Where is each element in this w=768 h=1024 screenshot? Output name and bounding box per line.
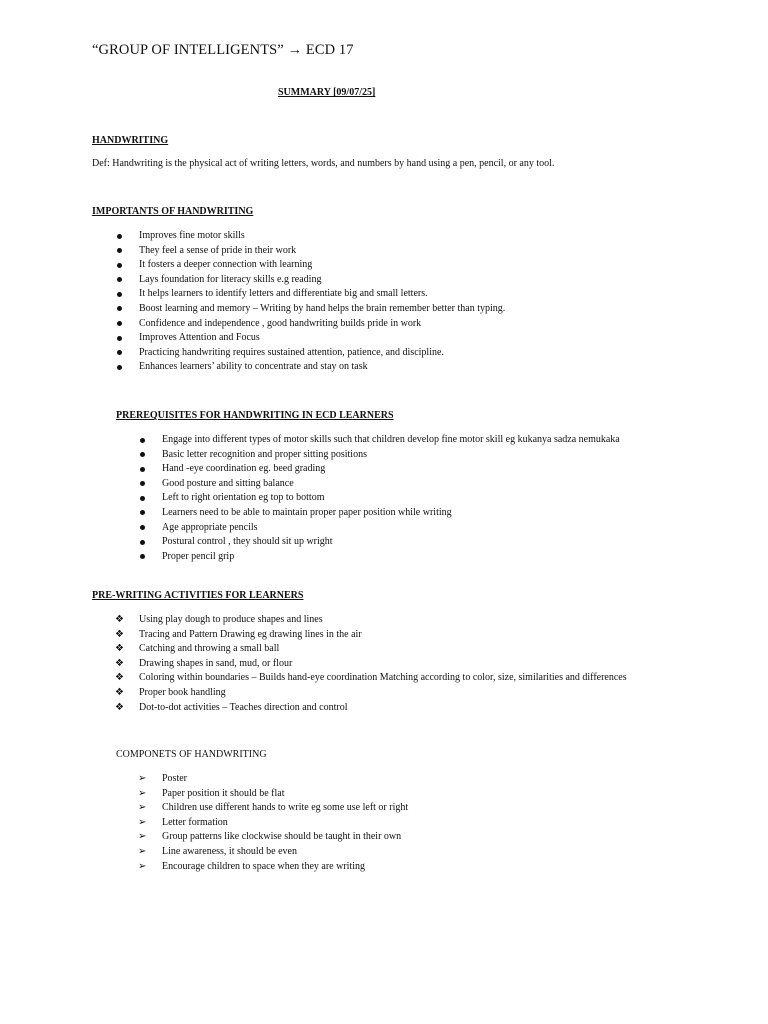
arrow-bullet-icon: ➢ [138, 831, 147, 843]
list-item-text: Catching and throwing a small ball [139, 643, 280, 655]
list-item-text: Lays foundation for literacy skills e.g reading [139, 273, 322, 285]
list-item [139, 360, 505, 375]
list-item [139, 229, 505, 244]
list-item [115, 642, 627, 657]
list-item-text: Encourage children to space when they are writing [162, 860, 365, 872]
list-item [162, 521, 620, 536]
bullet-dot-icon [117, 292, 122, 297]
list-item-text: Poster [162, 773, 187, 784]
list-item [162, 462, 620, 477]
bullet-dot-icon [140, 438, 145, 443]
bullet-dot-icon [140, 525, 145, 530]
list-item [139, 273, 505, 288]
list-item [115, 701, 627, 716]
diamond-bullet-icon: ❖ [115, 672, 124, 684]
list-item-text: Boost learning and memory – Writing by hand helps the brain remember better than typing. [139, 302, 506, 314]
bullet-dot-icon [140, 452, 145, 457]
bullet-dot-icon [117, 234, 122, 239]
list-item-text: Learners need to be able to maintain proper paper position while writing [162, 506, 452, 518]
list-item [162, 491, 620, 506]
list-item [138, 801, 409, 816]
diamond-bullet-icon: ❖ [115, 628, 124, 640]
list-item-text: Using play dough to produce shapes and lines [139, 614, 323, 625]
bullet-dot-icon [140, 467, 145, 472]
bullet-dot-icon [140, 496, 145, 501]
list-item-text: Proper book handling [139, 686, 226, 698]
components-list [138, 772, 409, 874]
list-item [115, 628, 627, 643]
arrow-bullet-icon: ➢ [138, 787, 147, 799]
list-item-text: Good posture and sitting balance [162, 477, 294, 489]
arrow-bullet-icon: ➢ [138, 860, 147, 872]
list-item [162, 433, 620, 448]
list-item-text: Paper position it should be flat [162, 787, 285, 799]
bullet-dot-icon [140, 510, 145, 515]
list-item [139, 244, 505, 259]
list-item [138, 860, 408, 875]
list-item-text: Hand -eye coordination eg. beed grading [162, 463, 326, 475]
prerequisites-list [162, 433, 620, 564]
list-item-text: They feel a sense of pride in their work [139, 244, 297, 256]
bullet-dot-icon [117, 306, 122, 311]
list-item [139, 302, 505, 317]
list-item [139, 346, 505, 361]
bullet-dot-icon [140, 554, 145, 559]
list-item-text: Line awareness, it should be even [162, 845, 297, 857]
bullet-dot-icon [117, 263, 122, 268]
list-item-text: Dot-to-dot activities – Teaches direction and control [139, 701, 348, 713]
diamond-bullet-icon: ❖ [115, 657, 124, 669]
list-item [138, 772, 408, 787]
prerequisites-heading: PREREQUISITES FOR HANDWRITING IN ECD LEARNERS [116, 410, 394, 421]
handwriting-heading: HANDWRITING [92, 135, 169, 146]
list-item-text: It fosters a deeper connection with learning [139, 259, 313, 271]
list-item [138, 787, 408, 802]
list-item [138, 816, 408, 831]
diamond-bullet-icon: ❖ [115, 686, 124, 698]
list-item [139, 317, 505, 332]
bullet-dot-icon [117, 336, 122, 341]
list-item [115, 686, 627, 701]
list-item-text: Tracing and Pattern Drawing eg drawing lines in the air [139, 628, 362, 640]
list-item [138, 845, 408, 860]
arrow-bullet-icon: ➢ [138, 773, 147, 784]
arrow-bullet-icon: ➢ [138, 802, 147, 814]
list-item [139, 331, 505, 346]
list-item-text: Improves Attention and Focus [139, 332, 260, 344]
list-item [162, 448, 620, 463]
list-item-text: Enhances learners’ ability to concentrate and stay on task [139, 361, 368, 373]
importance-heading: IMPORTANTS OF HANDWRITING [92, 206, 254, 217]
summary-title: SUMMARY [09/07/25] [278, 87, 376, 98]
list-item-text: Postural control , they should sit up wright [162, 536, 333, 548]
importance-list [139, 229, 505, 375]
bullet-dot-icon [117, 248, 122, 253]
bullet-dot-icon [117, 277, 122, 282]
list-item-text: Group patterns like clockwise should be taught in their own [162, 831, 402, 843]
diamond-bullet-icon: ❖ [115, 614, 124, 625]
list-item [115, 671, 627, 686]
list-item-text: Letter formation [162, 816, 228, 828]
handwriting-definition: Def: Handwriting is the physical act of writing letters, words, and numbers by hand using a pen, pencil, or any tool. [92, 158, 555, 169]
bullet-dot-icon [117, 321, 122, 326]
list-item-text: Engage into different types of motor skills such that children develop fine motor skill eg kukanya sadza nemukaka [162, 434, 620, 445]
list-item [162, 477, 620, 492]
list-item-text: Coloring within boundaries – Builds hand-eye coordination Matching according to color, size, similarities and differences [139, 672, 627, 684]
diamond-bullet-icon: ❖ [115, 701, 124, 713]
arrow-bullet-icon: ➢ [138, 845, 147, 857]
bullet-dot-icon [140, 481, 145, 486]
list-item-text: Proper pencil grip [162, 550, 235, 562]
list-item-text: Confidence and independence , good handwriting builds pride in work [139, 317, 422, 329]
prewriting-list [115, 613, 627, 715]
list-item-text: Improves fine motor skills [139, 230, 245, 241]
list-item [162, 535, 620, 550]
list-item [162, 506, 620, 521]
list-item [139, 258, 505, 273]
list-item-text: Drawing shapes in sand, mud, or flour [139, 657, 293, 669]
arrow-bullet-icon: ➢ [138, 816, 147, 828]
bullet-dot-icon [117, 350, 122, 355]
document-title: “GROUP OF INTELLIGENTS” → ECD 17 [92, 42, 354, 58]
list-item-text: It helps learners to identify letters and differentiate big and small letters. [139, 288, 428, 300]
list-item [115, 613, 627, 628]
list-item-text: Children use different hands to write eg some use left or right [162, 802, 409, 814]
list-item [139, 287, 505, 302]
prewriting-heading: PRE-WRITING ACTIVITIES FOR LEARNERS [92, 590, 304, 601]
bullet-dot-icon [117, 365, 122, 370]
list-item-text: Left to right orientation eg top to bottom [162, 492, 325, 504]
list-item-text: Age appropriate pencils [162, 521, 258, 533]
list-item [115, 657, 627, 672]
bullet-dot-icon [140, 540, 145, 545]
diamond-bullet-icon: ❖ [115, 643, 124, 655]
list-item [162, 550, 620, 565]
components-heading: COMPONETS OF HANDWRITING [116, 749, 267, 760]
list-item-text: Basic letter recognition and proper sitting positions [162, 448, 367, 460]
list-item [138, 830, 408, 845]
list-item-text: Practicing handwriting requires sustained attention, patience, and discipline. [139, 346, 444, 358]
